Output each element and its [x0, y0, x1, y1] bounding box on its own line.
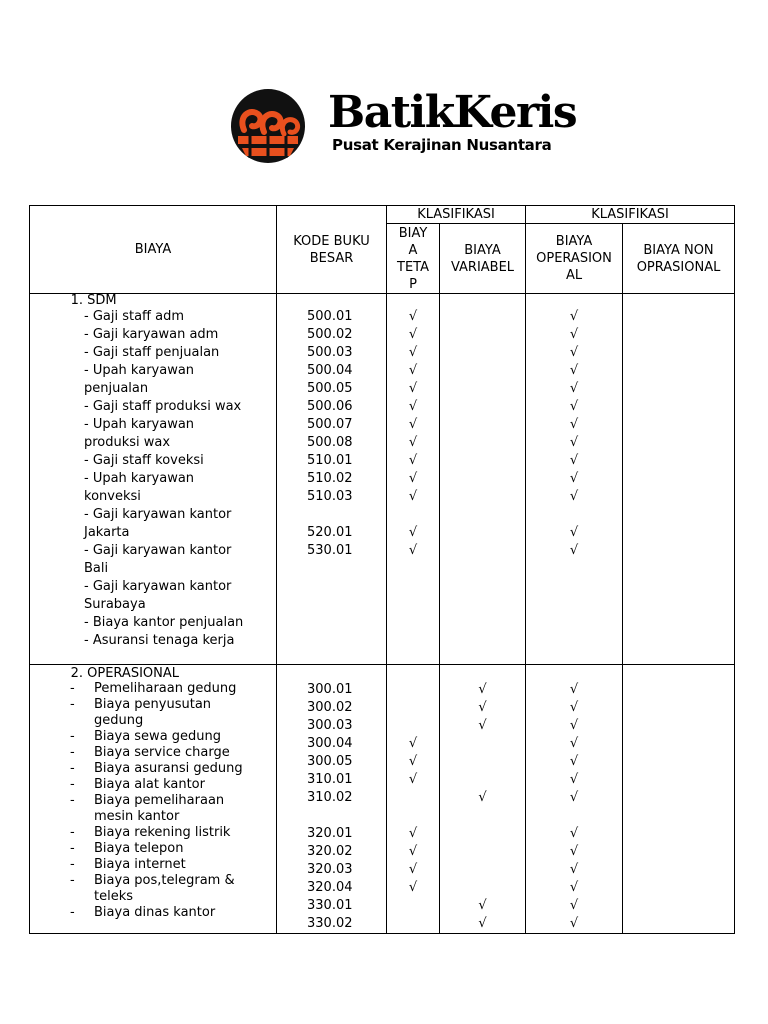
- list-item: - Asuransi tenaga kerja: [84, 633, 235, 648]
- account-code: 500.02: [307, 327, 353, 342]
- list-item: penjualan: [84, 381, 149, 396]
- empty-cell: [440, 398, 525, 416]
- account-code: 300.02: [307, 700, 353, 715]
- list-item-label: Biaya sewa gedung: [94, 729, 222, 744]
- account-code: [277, 506, 386, 524]
- account-code: 500.05: [307, 381, 353, 396]
- section-sdm-codes: [277, 294, 387, 665]
- account-code: 310.02: [307, 790, 353, 805]
- account-code: 320.04: [307, 880, 353, 895]
- header-kode-buku-besar: KODE BUKU BESAR: [277, 206, 387, 294]
- check-mark-icon: √: [569, 489, 579, 504]
- check-mark-icon: √: [569, 916, 579, 931]
- bullet-dash: -: [70, 761, 75, 776]
- header-biaya: BIAYA: [30, 206, 277, 294]
- header-biaya-tetap: BIAY A TETA P: [387, 224, 440, 294]
- list-item: - Gaji karyawan kantor: [84, 579, 232, 594]
- header-biaya-operasional: BIAYA OPERASION AL: [526, 224, 623, 294]
- list-item-label: Biaya asuransi gedung: [94, 761, 243, 776]
- check-mark-icon: √: [569, 453, 579, 468]
- list-item-label: Biaya dinas kantor: [94, 905, 216, 920]
- header-klasifikasi-1: KLASIFIKASI: [387, 206, 526, 224]
- section-sdm-non-operasional: [623, 294, 735, 665]
- empty-cell: [440, 488, 525, 506]
- account-code: 530.01: [307, 543, 353, 558]
- list-item: [30, 889, 276, 905]
- bullet-dash: -: [70, 697, 75, 712]
- bullet-dash: -: [70, 745, 75, 760]
- list-item: [30, 873, 276, 889]
- bullet-dash: -: [70, 793, 75, 808]
- check-mark-icon: √: [569, 525, 579, 540]
- list-item-label: Pemeliharaan gedung: [94, 681, 237, 696]
- account-code: 500.08: [307, 435, 353, 450]
- check-mark-icon: √: [408, 754, 418, 769]
- account-code: 300.04: [307, 736, 353, 751]
- brand-name: BatikKeris: [328, 87, 577, 138]
- check-mark-icon: √: [408, 453, 418, 468]
- check-mark-icon: √: [569, 862, 579, 877]
- section-operasional-operasional: [526, 665, 623, 934]
- list-item: Surabaya: [84, 597, 146, 612]
- empty-cell: [440, 753, 525, 771]
- check-mark-icon: √: [408, 880, 418, 895]
- check-mark-icon: √: [478, 916, 487, 931]
- list-item: [30, 857, 276, 873]
- check-mark-icon: √: [478, 682, 487, 697]
- check-mark-icon: √: [408, 736, 418, 751]
- check-mark-icon: √: [569, 898, 579, 913]
- empty-cell: [387, 717, 439, 735]
- section-sdm-operasional: [526, 294, 623, 665]
- empty-cell: [387, 506, 439, 524]
- empty-cell: [440, 416, 525, 434]
- empty-cell: [440, 380, 525, 398]
- empty-cell: [440, 308, 525, 326]
- section-sdm-items: [30, 294, 277, 665]
- list-item: produksi wax: [84, 435, 171, 450]
- check-mark-icon: √: [569, 363, 579, 378]
- account-code: 500.06: [307, 399, 353, 414]
- empty-cell: [387, 789, 439, 807]
- header-klasifikasi-2: KLASIFIKASI: [526, 206, 735, 224]
- empty-cell: [440, 362, 525, 380]
- brand-logo: [228, 86, 577, 166]
- account-code: 320.02: [307, 844, 353, 859]
- empty-cell: [440, 344, 525, 362]
- check-mark-icon: √: [408, 525, 418, 540]
- check-mark-icon: √: [569, 543, 579, 558]
- list-item-label: Biaya internet: [94, 857, 186, 872]
- section-title: 2. OPERASIONAL: [70, 666, 180, 681]
- cost-classification-table: [29, 205, 735, 934]
- list-item: - Biaya kantor penjualan: [84, 615, 244, 630]
- check-mark-icon: √: [569, 399, 579, 414]
- list-item: Bali: [84, 561, 109, 576]
- account-code: 500.01: [307, 309, 353, 324]
- account-code: 330.01: [307, 898, 353, 913]
- check-mark-icon: √: [569, 826, 579, 841]
- section-operasional-codes: [277, 665, 387, 934]
- brand-tagline: Pusat Kerajinan Nusantara: [332, 136, 552, 154]
- account-code: 320.01: [307, 826, 353, 841]
- bullet-dash: -: [70, 841, 75, 856]
- list-item: [30, 809, 276, 825]
- list-item-label: teleks: [94, 889, 134, 904]
- empty-cell: [440, 807, 525, 825]
- empty-cell: [440, 542, 525, 560]
- section-operasional-variabel: [440, 665, 526, 934]
- check-mark-icon: √: [478, 718, 487, 733]
- list-item: [30, 745, 276, 761]
- check-mark-icon: √: [569, 327, 579, 342]
- check-mark-icon: √: [478, 790, 487, 805]
- check-mark-icon: √: [408, 381, 418, 396]
- empty-cell: [440, 879, 525, 897]
- empty-cell: [387, 807, 439, 825]
- account-code: 300.01: [307, 682, 353, 697]
- check-mark-icon: √: [569, 700, 579, 715]
- check-mark-icon: √: [408, 327, 418, 342]
- list-item-label: Biaya rekening listrik: [94, 825, 231, 840]
- check-mark-icon: √: [408, 862, 418, 877]
- list-item-label: Biaya alat kantor: [94, 777, 205, 792]
- empty-cell: [526, 506, 622, 524]
- check-mark-icon: √: [569, 381, 579, 396]
- bullet-dash: -: [70, 729, 75, 744]
- list-item: - Upah karyawan: [84, 471, 195, 486]
- check-mark-icon: √: [569, 844, 579, 859]
- check-mark-icon: √: [569, 435, 579, 450]
- empty-cell: [440, 452, 525, 470]
- empty-cell: [387, 915, 439, 933]
- list-item-label: Biaya pemeliharaan: [94, 793, 225, 808]
- empty-cell: [526, 807, 622, 825]
- check-mark-icon: √: [569, 772, 579, 787]
- check-mark-icon: √: [569, 736, 579, 751]
- empty-cell: [440, 825, 525, 843]
- check-mark-icon: √: [569, 880, 579, 895]
- check-mark-icon: √: [569, 754, 579, 769]
- check-mark-icon: √: [569, 309, 579, 324]
- header-biaya-non-operasional: BIAYA NON OPRASIONAL: [623, 224, 735, 294]
- section-operasional-items: [30, 665, 277, 934]
- empty-cell: [440, 771, 525, 789]
- section-operasional-non-operasional: [623, 665, 735, 934]
- list-item: [30, 729, 276, 745]
- check-mark-icon: √: [408, 772, 418, 787]
- batik-keris-emblem-icon: [228, 86, 308, 166]
- check-mark-icon: √: [569, 471, 579, 486]
- empty-cell: [440, 434, 525, 452]
- empty-cell: [440, 524, 525, 542]
- list-item: [30, 761, 276, 777]
- list-item: konveksi: [84, 489, 141, 504]
- account-code: 310.01: [307, 772, 353, 787]
- account-code: 300.03: [307, 718, 353, 733]
- check-mark-icon: √: [408, 543, 418, 558]
- list-item: [30, 905, 276, 921]
- list-item: [30, 793, 276, 809]
- check-mark-icon: √: [408, 399, 418, 414]
- account-code: 300.05: [307, 754, 353, 769]
- empty-cell: [387, 681, 439, 699]
- check-mark-icon: √: [408, 471, 418, 486]
- check-mark-icon: √: [569, 345, 579, 360]
- check-mark-icon: √: [478, 898, 487, 913]
- list-item: Jakarta: [84, 525, 130, 540]
- list-item: [30, 681, 276, 697]
- section-sdm-variabel: [440, 294, 526, 665]
- section-operasional-tetap: [387, 665, 440, 934]
- list-item-label: Biaya service charge: [94, 745, 230, 760]
- account-code: 510.03: [307, 489, 353, 504]
- check-mark-icon: √: [478, 700, 487, 715]
- header-biaya-variabel: BIAYA VARIABEL: [440, 224, 526, 294]
- account-code: 510.01: [307, 453, 353, 468]
- empty-cell: [440, 326, 525, 344]
- empty-cell: [440, 735, 525, 753]
- empty-cell: [440, 861, 525, 879]
- list-item: [30, 825, 276, 841]
- list-item-label: Biaya penyusutan: [94, 697, 212, 712]
- account-code: 510.02: [307, 471, 353, 486]
- list-item-label: gedung: [94, 713, 144, 728]
- bullet-dash: -: [70, 873, 75, 888]
- list-item-label: Biaya telepon: [94, 841, 184, 856]
- account-code: [277, 807, 386, 825]
- check-mark-icon: √: [408, 844, 418, 859]
- list-item: - Gaji staff penjualan: [84, 345, 220, 360]
- bullet-dash: -: [70, 905, 75, 920]
- check-mark-icon: √: [408, 345, 418, 360]
- bullet-dash: -: [70, 857, 75, 872]
- list-item: - Gaji staff produksi wax: [84, 399, 242, 414]
- check-mark-icon: √: [408, 417, 418, 432]
- list-item: [30, 777, 276, 793]
- check-mark-icon: √: [569, 790, 579, 805]
- empty-cell: [440, 470, 525, 488]
- list-item: - Gaji karyawan kantor: [84, 507, 232, 522]
- bullet-dash: -: [70, 825, 75, 840]
- list-item: [30, 841, 276, 857]
- check-mark-icon: √: [408, 435, 418, 450]
- section-sdm-tetap: [387, 294, 440, 665]
- list-item-label: Biaya pos,telegram &: [94, 873, 235, 888]
- account-code: 320.03: [307, 862, 353, 877]
- list-item: - Gaji staff adm: [84, 309, 185, 324]
- list-item: - Gaji karyawan kantor: [84, 543, 232, 558]
- account-code: 500.07: [307, 417, 353, 432]
- list-item: [30, 697, 276, 713]
- empty-cell: [440, 506, 525, 524]
- check-mark-icon: √: [569, 417, 579, 432]
- list-item: - Gaji staff koveksi: [84, 453, 204, 468]
- check-mark-icon: √: [408, 826, 418, 841]
- check-mark-icon: √: [408, 309, 418, 324]
- bullet-dash: -: [70, 681, 75, 696]
- empty-cell: [387, 897, 439, 915]
- bullet-dash: -: [70, 777, 75, 792]
- list-item: - Upah karyawan: [84, 363, 195, 378]
- check-mark-icon: √: [408, 489, 418, 504]
- empty-cell: [440, 843, 525, 861]
- account-code: 330.02: [307, 916, 353, 931]
- list-item: - Upah karyawan: [84, 417, 195, 432]
- section-title: 1. SDM: [70, 293, 117, 308]
- list-item: - Gaji karyawan adm: [84, 327, 219, 342]
- account-code: 500.03: [307, 345, 353, 360]
- list-item-label: mesin kantor: [94, 809, 180, 824]
- list-item: [30, 713, 276, 729]
- check-mark-icon: √: [569, 682, 579, 697]
- check-mark-icon: √: [408, 363, 418, 378]
- account-code: 520.01: [307, 525, 353, 540]
- account-code: 500.04: [307, 363, 353, 378]
- empty-cell: [387, 699, 439, 717]
- check-mark-icon: √: [569, 718, 579, 733]
